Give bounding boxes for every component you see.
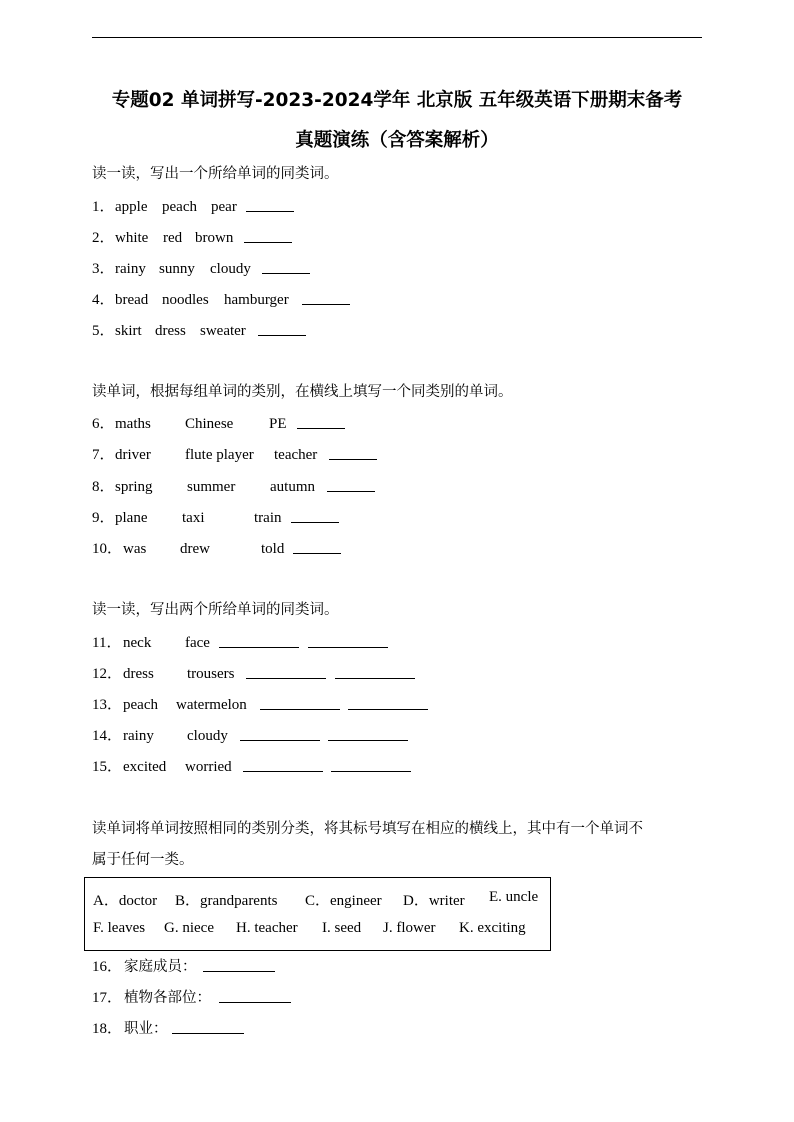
options-row-2 [93,920,543,940]
option-d: D．writer [403,893,465,909]
word-options-box [84,877,551,951]
header-rule [92,37,702,38]
option-h: H. teacher [236,920,298,936]
answer-blank[interactable] [348,695,428,710]
option-j: J. flower [383,920,436,936]
answer-blank[interactable] [327,477,375,492]
answer-blank[interactable] [335,664,415,679]
answer-blank[interactable] [291,508,339,523]
option-a: A．doctor [93,893,158,909]
answer-blank[interactable] [328,726,408,741]
answer-blank[interactable] [329,445,377,460]
answer-blank[interactable] [240,726,320,741]
option-g: G. niece [164,920,214,936]
answer-blank[interactable] [260,695,340,710]
answer-blank[interactable] [297,414,345,429]
section4-instruction: 读单词将单词按照相同的类别分类，将其标号填写在相应的横线上，其中有一个单词不 [92,821,643,837]
answer-blank[interactable] [219,988,291,1003]
option-e: E. uncle [489,889,539,905]
answer-blank[interactable] [246,664,326,679]
answer-blank[interactable] [308,633,388,648]
answer-blank[interactable] [262,259,310,274]
section2-instruction: 读单词，根据每组单词的类别，在横线上填写一个同类别的单词。 [92,384,513,400]
section4-instruction-line2: 属于任何一类。 [92,852,194,868]
option-f: F. leaves [93,920,146,936]
answer-blank[interactable] [293,539,341,554]
answer-blank[interactable] [331,757,411,772]
option-b: B．grandparents [175,893,278,909]
options-row-1 [93,889,543,909]
answer-blank[interactable] [203,957,275,972]
page-title-line2: 真题演练（含答案解析） [295,130,499,151]
answer-blank[interactable] [172,1019,244,1034]
option-c: C．engineer [305,893,382,909]
answer-blank[interactable] [246,197,294,212]
section1-instruction: 读一读，写出一个所给单词的同类词。 [92,166,339,182]
answer-blank[interactable] [219,633,299,648]
answer-blank[interactable] [244,228,292,243]
page-title: 专题02 单词拼写-2023-2024学年 北京版 五年级英语下册期末备考 [111,90,683,111]
option-k: K. exciting [459,920,526,936]
section3-instruction: 读一读，写出两个所给单词的同类词。 [92,602,339,618]
answer-blank[interactable] [258,321,306,336]
answer-blank[interactable] [243,757,323,772]
answer-blank[interactable] [302,290,350,305]
option-i: I. seed [322,920,362,936]
